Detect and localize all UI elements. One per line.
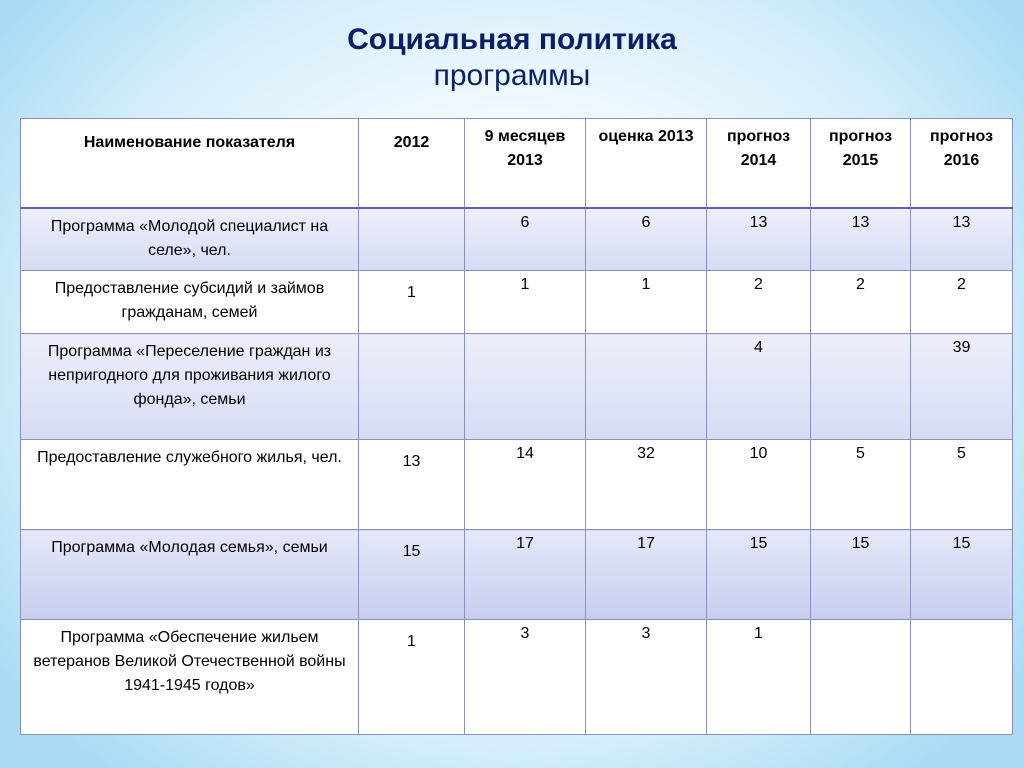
header-2012: 2012 [359,119,465,208]
cell-2012 [359,208,465,271]
cell-est-2013 [586,334,707,440]
row-name: Программа «Обеспечение жильем ветеранов Великой Отечественной войны 1941-1945 годов» [21,620,359,735]
cell-2012: 1 [359,271,465,334]
cell-fc-2016: 39 [911,334,1013,440]
header-estimate-2013: оценка 2013 [586,119,707,208]
table-row [21,334,1013,440]
row-name: Программа «Переселение граждан из непригодного для проживания жилого фонда», семьи [21,334,359,440]
cell-est-2013: 3 [586,620,707,735]
cell-est-2013: 17 [586,530,707,620]
table-header-row [21,119,1013,208]
cell-fc-2014: 2 [707,271,811,334]
slide-subtitle: программы [433,59,591,92]
cell-fc-2014: 15 [707,530,811,620]
table-row [21,530,1013,620]
cell-9m-2013: 1 [465,271,586,334]
header-forecast-2016: прогноз 2016 [911,119,1013,208]
row-name: Предоставление служебного жилья, чел. [21,440,359,530]
cell-2012: 15 [359,530,465,620]
cell-2012: 1 [359,620,465,735]
header-9-months-2013: 9 месяцев 2013 [465,119,586,208]
cell-fc-2016: 5 [911,440,1013,530]
cell-fc-2014: 13 [707,208,811,271]
table-row [21,620,1013,735]
cell-fc-2015: 15 [811,530,911,620]
cell-fc-2014: 10 [707,440,811,530]
cell-fc-2016 [911,620,1013,735]
cell-9m-2013: 3 [465,620,586,735]
header-forecast-2015: прогноз 2015 [811,119,911,208]
cell-fc-2014: 4 [707,334,811,440]
cell-fc-2016: 13 [911,208,1013,271]
cell-9m-2013 [465,334,586,440]
cell-fc-2016: 2 [911,271,1013,334]
cell-fc-2015: 2 [811,271,911,334]
cell-est-2013: 6 [586,208,707,271]
cell-fc-2015: 5 [811,440,911,530]
cell-9m-2013: 6 [465,208,586,271]
slide-title: Социальная политика [347,23,677,56]
header-indicator-name: Наименование показателя [21,119,359,208]
row-name: Программа «Молодой специалист на селе», чел. [21,208,359,271]
programs-table [20,118,1013,735]
cell-fc-2016: 15 [911,530,1013,620]
table-row [21,271,1013,334]
cell-fc-2014: 1 [707,620,811,735]
cell-est-2013: 32 [586,440,707,530]
cell-fc-2015 [811,620,911,735]
cell-fc-2015: 13 [811,208,911,271]
header-forecast-2014: прогноз 2014 [707,119,811,208]
cell-9m-2013: 17 [465,530,586,620]
row-name: Предоставление субсидий и займов гражданам, семей [21,271,359,334]
slide-header [0,22,1024,94]
cell-fc-2015 [811,334,911,440]
cell-9m-2013: 14 [465,440,586,530]
cell-2012: 13 [359,440,465,530]
table-row [21,208,1013,271]
cell-2012 [359,334,465,440]
table-row [21,440,1013,530]
cell-est-2013: 1 [586,271,707,334]
row-name: Программа «Молодая семья», семьи [21,530,359,620]
